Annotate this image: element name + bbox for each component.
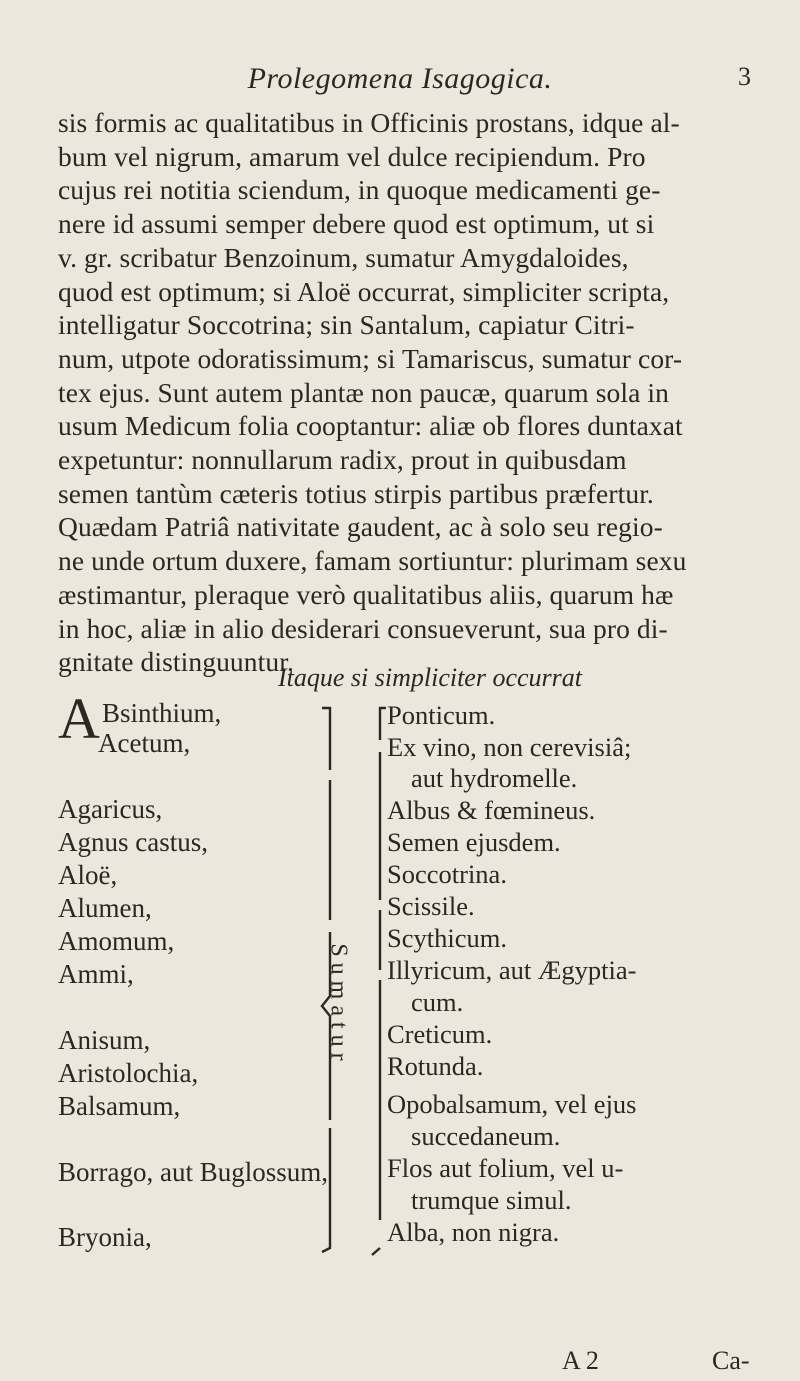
brace-top-hook (322, 708, 330, 770)
text-line: sis formis ac qualitatibus in Officinis prostans, idque al- (58, 107, 680, 138)
text-line: intelligatur Soccotrina; sin Santalum, capiatur Citri- (58, 309, 635, 341)
list-item: Opobalsamum, vel ejus (387, 1089, 637, 1119)
text-line: in hoc, aliæ in alio desiderari consueverunt, sua pro di- (58, 612, 668, 644)
text-line: Quædam Patriâ nativitate gaudent, ac à solo seu regio- (58, 511, 663, 543)
page-number: 3 (738, 62, 751, 91)
list-item: Soccotrina. (387, 859, 507, 889)
list-item: Agaricus, (58, 794, 163, 824)
text-line: gnitate distinguuntur. (58, 646, 294, 678)
list-item: trumque simul. (411, 1185, 572, 1215)
text-line: tex ejus. Sunt autem plantæ non paucæ, quarum sola in (58, 376, 669, 408)
list-item: Ponticum. (387, 700, 496, 730)
list-item: Aristolochia, (58, 1058, 199, 1088)
list-item: Creticum. (387, 1019, 493, 1049)
list-item: Bsinthium, (102, 698, 222, 728)
list-item: Flos aut folium, vel u- (387, 1153, 624, 1183)
section-subheading: Itaque si simpliciter occurrat (277, 663, 582, 692)
list-item: Ammi, (58, 959, 134, 989)
list-item: Illyricum, aut Ægyptia- (387, 955, 637, 985)
list-item: Amomum, (58, 926, 175, 956)
vertical-sumatur-label: Sumatur (325, 943, 352, 1067)
list-item: Semen ejusdem. (387, 827, 561, 857)
list-item: Scythicum. (387, 923, 507, 953)
text-line: nere id assumi semper debere quod est optimum, ut si (58, 208, 655, 240)
drop-cap: A (58, 686, 100, 751)
list-item: succedaneum. (411, 1121, 561, 1151)
text-line: æstimantur, pleraque verò qualitatibus aliis, quarum hæ (58, 578, 674, 610)
text-line: expetuntur: nonnullarum radix, prout in quibusdam (58, 444, 627, 476)
right-brace-top (380, 708, 386, 740)
list-item: Alumen, (58, 893, 152, 923)
text-line: semen tantùm cæteris totius stirpis partibus præfertur. (58, 477, 654, 509)
list-item: Bryonia, (58, 1222, 152, 1252)
list-item: Agnus castus, (58, 827, 208, 857)
list-item: Aloë, (58, 860, 118, 890)
list-item: Scissile. (387, 891, 475, 921)
signature-mark: A 2 (562, 1346, 599, 1375)
list-item: Albus & fœmineus. (387, 795, 596, 825)
text-line: usum Medicum folia cooptantur: aliæ ob flores duntaxat (58, 410, 683, 442)
text-line: ne unde ortum duxere, famam sortiuntur: plurimam sexu (58, 545, 687, 577)
text-line: quod est optimum; si Aloë occurrat, simpliciter scripta, (58, 275, 670, 307)
list-item: Anisum, (58, 1025, 151, 1055)
list-item: cum. (411, 987, 464, 1017)
right-brace-line (372, 752, 380, 1255)
list-item: Alba, non nigra. (387, 1217, 560, 1247)
main-paragraph (58, 106, 770, 679)
text-line: bum vel nigrum, amarum vel dulce recipiendum. Pro (58, 140, 646, 172)
running-title: Prolegomena Isagogica. (247, 62, 553, 95)
catchword: Ca- (712, 1346, 750, 1375)
list-item: aut hydromelle. (411, 763, 578, 793)
list-item: Rotunda. (387, 1051, 484, 1081)
text-line: v. gr. scribatur Benzoinum, sumatur Amygdaloides, (58, 241, 629, 273)
list-item: Acetum, (98, 728, 191, 758)
text-line: cujus rei notitia sciendum, in quoque medicamenti ge- (58, 174, 661, 206)
list-item: Balsamum, (58, 1091, 181, 1121)
text-line: num, utpote odoratissimum; si Tamariscus, sumatur cor- (58, 342, 683, 374)
list-item: Borrago, aut Buglossum, (58, 1157, 328, 1187)
list-item: Ex vino, non cerevisiâ; (387, 732, 632, 762)
